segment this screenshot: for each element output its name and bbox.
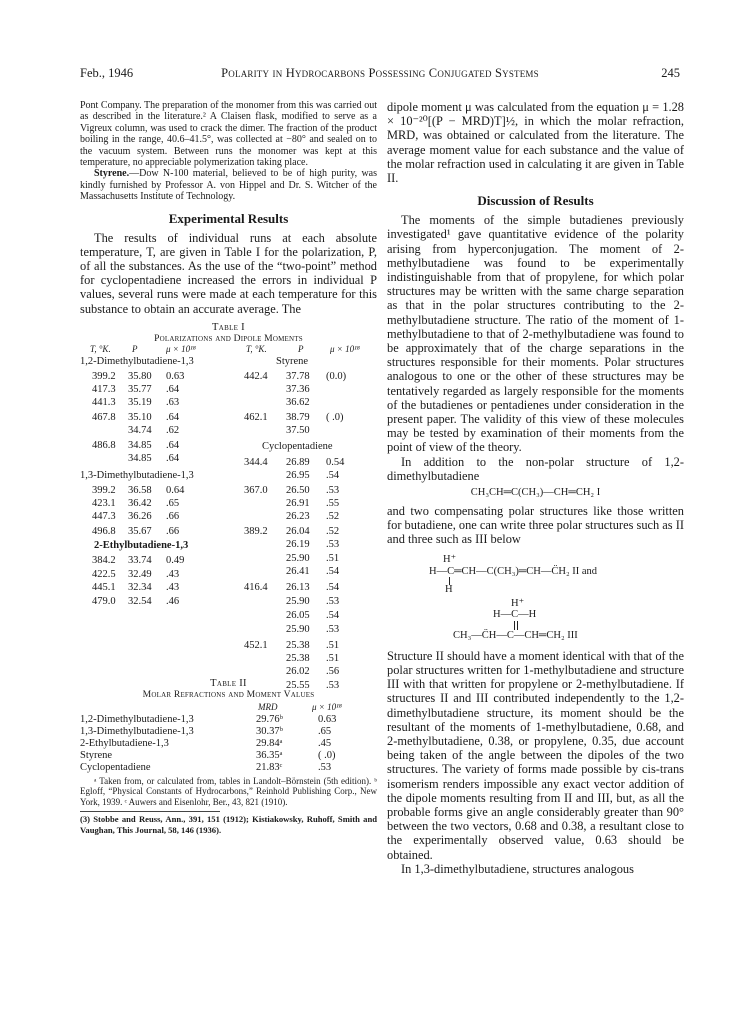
t1-right-polarization: 25.90 (286, 552, 310, 564)
discussion-paragraph-5: In 1,3-dimethylbutadiene, structures analogous (401, 861, 634, 876)
t1-right-polarization: 37.36 (286, 383, 310, 395)
t1-right-moment: .54 (326, 609, 340, 621)
table-row (80, 738, 377, 750)
table2 (80, 702, 377, 774)
t1-right-temp: 442.4 (244, 370, 268, 382)
t1-right-polarization: 26.91 (286, 497, 310, 509)
t1-header-mu: μ × 10¹⁸ (166, 343, 196, 354)
t2-moment: ( .0) (318, 749, 336, 761)
t1-right-polarization: 37.50 (286, 424, 310, 436)
t1-right-polarization: 26.95 (286, 469, 310, 481)
equation-paragraph: dipole moment μ was calculated from the equation μ = 1.28 × 10⁻²⁰[(P − MRD)T]½, in which the molar refraction, MRD, was obtained or calculated from the literature. The average moment value for each substance and the value of the molar refraction used in calculating it are given in Table II. (387, 100, 684, 186)
t1-left-temp: 447.3 (92, 510, 116, 522)
t1-right-polarization: 26.23 (286, 510, 310, 522)
table-row (80, 714, 377, 726)
t1-left-moment: .66 (166, 525, 180, 537)
page-header (80, 66, 680, 82)
t1-left-moment: .62 (166, 424, 180, 436)
structure-III-formula: CH₃—C̈H—C—CH═CH₂ III (453, 629, 578, 641)
t1-left-temp: 399.2 (92, 370, 116, 382)
t1-right-temp: 367.0 (244, 484, 268, 496)
t1-left-moment: 0.64 (166, 484, 185, 496)
table-row (80, 750, 377, 762)
t1-header-t: T, °K. (90, 343, 111, 354)
structure-III-charge: H⁺ (511, 597, 525, 609)
t1-left-polarization: 36.26 (128, 510, 152, 522)
t2-header-mu: μ × 10¹⁸ (312, 701, 342, 712)
table1-caption: Table I (212, 321, 245, 333)
t2-moment: .53 (318, 761, 332, 773)
t2-moment: 0.63 (318, 713, 337, 725)
t1-left-temp: 422.5 (92, 568, 116, 580)
t2-compound: 1,2-Dimethylbutadiene-1,3 (80, 713, 194, 725)
t1-left-moment: .63 (166, 396, 180, 408)
t2-compound: Cyclopentadiene (80, 761, 151, 773)
t1-right-polarization: 26.02 (286, 665, 310, 677)
discussion-paragraph-4: Structure II should have a moment identical with that of the polar structures written for 1-methylbutadiene and structure III with that written for propylene or 2-methylbutadiene. If structures II and III contributed independently to the 1,2-dimethylbutadiene structure, its moment should be the resultant of the moments of 1-methylbutadiene, 0.68, and 2-methylbutadiene, 0.38, or propylene, 0.35, due account being taken of the angle between the dipoles of the two structures. The variety of forms made possible by cis-trans isomerism renders impossible any exact vector addition of the dipole moments resulting from II and III, but, as all the probable forms give an angle considerably greater than 90° between the two vectors, 0.68 and 0.38, a resultant close to the experimentally observed value, 0.63 should be obtained. (387, 648, 684, 862)
intro-paragraph: Pont Company. The preparation of the monomer from this was carried out as described in the literature.² A Claisen flask, modified to serve as a Vigreux column, was used to crack the dimer. The fraction of the product boiling in the range, 40.6–41.5°, was collected at −80° and sealed on to the vacuum system. Between runs the monomer was kept at this temperature, no appreciable polymerization taking place. (80, 100, 377, 169)
t1-right-moment: .54 (326, 469, 340, 481)
t1-left-polarization: 35.19 (128, 396, 152, 408)
t1-left-temp: 417.3 (92, 383, 116, 395)
t2-compound: 2-Ethylbutadiene-1,3 (80, 737, 169, 749)
t1-left-moment: .66 (166, 510, 180, 522)
t1-left-polarization: 35.10 (128, 411, 152, 423)
t1-left-temp: 423.1 (92, 497, 116, 509)
t1-right-moment: .52 (326, 510, 340, 522)
t1-left-polarization: 35.80 (128, 370, 152, 382)
t1-right-polarization: 37.78 (286, 370, 310, 382)
t2-molar-refraction: 36.35ᵃ (256, 749, 283, 761)
t1-right-polarization: 25.38 (286, 652, 310, 664)
t1-left-polarization: 36.58 (128, 484, 152, 496)
t1-left-polarization: 32.34 (128, 581, 152, 593)
t1-left-temp: 479.0 (92, 595, 116, 607)
t1-right-polarization: 25.55 (286, 679, 310, 691)
t1-group-title: 1,2-Dimethylbutadiene-1,3 (80, 355, 194, 367)
t1-right-moment: .51 (326, 652, 340, 664)
styrene-label: Styrene. (94, 168, 130, 180)
structure-III-double-bond (517, 621, 518, 630)
t2-molar-refraction: 30.37ᵇ (256, 725, 283, 737)
t1-left-moment: .64 (166, 411, 180, 423)
t2-molar-refraction: 21.83ᶜ (256, 761, 283, 773)
t1-left-temp: 486.8 (92, 439, 116, 451)
table-row (80, 762, 377, 774)
structure-II-charge: H⁺ (443, 553, 457, 565)
t1-left-polarization: 33.74 (128, 554, 152, 566)
t1-left-temp: 399.2 (92, 484, 116, 496)
t1-right-moment: ( .0) (326, 411, 344, 423)
footnote-3: (3) Stobbe and Reuss, Ann., 391, 151 (1912); Kistiakowsky, Ruhoff, Smith and Vaughan, This Journal, 58, 146 (1936). (80, 814, 377, 835)
table2-body (80, 714, 377, 774)
discussion-paragraph-2: In addition to the non-polar structure of 1,2-dimethylbutadiene (387, 454, 684, 483)
t1-right-moment: .56 (326, 665, 340, 677)
t1-right-temp: 452.1 (244, 639, 268, 651)
t1-left-temp: 441.3 (92, 396, 116, 408)
t1-right-temp: 344.4 (244, 456, 268, 468)
table2-header-row (80, 702, 377, 714)
t1-right-temp: 462.1 (244, 411, 268, 423)
structure-III-double-bond (514, 621, 515, 630)
page-number: 245 (661, 66, 680, 80)
t2-molar-refraction: 29.84ᵃ (256, 737, 283, 749)
t1-right-moment: .53 (326, 623, 340, 635)
table2-subcaption: Molar Refractions and Moment Values (142, 688, 315, 700)
t1-group-title: Styrene (276, 355, 309, 367)
t1-right-temp: 416.4 (244, 581, 268, 593)
t1-left-moment: 0.63 (166, 370, 185, 382)
experimental-paragraph: The results of individual runs at each absolute temperature, T, are given in Table I for the polarization, P, of all the substances. As the use of the “two-point” method for cyclopentadiene increased the errors in individual P values, several runs were made at each temperature for this substance to obtain an accurate average. The (80, 230, 377, 316)
styrene-paragraph (80, 168, 377, 202)
t1-left-moment: 0.49 (166, 554, 185, 566)
t1-right-moment: .52 (326, 525, 340, 537)
t1-right-polarization: 26.19 (286, 538, 310, 550)
table1-subcaption: Polarizations and Dipole Moments (154, 332, 303, 344)
t1-right-polarization: 26.50 (286, 484, 310, 496)
t1-left-polarization: 32.49 (128, 568, 152, 580)
t2-compound: Styrene (80, 749, 113, 761)
t1-right-moment: .55 (326, 497, 340, 509)
t2-compound: 1,3-Dimethylbutadiene-1,3 (80, 725, 194, 737)
t2-molar-refraction: 29.76ᵇ (256, 713, 283, 725)
structure-II-hydrogen: H (445, 583, 453, 595)
t1-right-moment: .53 (326, 679, 340, 691)
structure-I: CH₃CH═C(CH₃)—CH═CH₂ I (470, 487, 601, 499)
discussion-paragraph-3: and two compensating polar structures like those written for butadiene, one can write three polar structures such as II and three such as III below (387, 504, 684, 547)
journal-date: Feb., 1946 (80, 66, 134, 80)
t2-moment: .65 (318, 725, 332, 737)
t1-header-p2: P (298, 343, 304, 354)
t1-right-moment: .53 (326, 538, 340, 550)
t1-left-temp: 467.8 (92, 411, 116, 423)
running-title: Polarity in Hydrocarbons Possessing Conjugated Systems (221, 66, 539, 80)
t1-right-polarization: 26.41 (286, 565, 310, 577)
structure-II-formula: H—C═CH—C(CH₃)═CH—C̈H₂ II and (429, 565, 598, 577)
t1-right-moment: .54 (326, 565, 340, 577)
t1-left-temp: 496.8 (92, 525, 116, 537)
table2-caption: Table II (210, 677, 247, 689)
t1-right-polarization: 25.90 (286, 595, 310, 607)
t2-header-mrd: MRD (258, 701, 278, 712)
t1-right-moment: .53 (326, 595, 340, 607)
t1-left-moment: .64 (166, 452, 180, 464)
structure-III-methylene: H—C—H (493, 608, 537, 620)
table-row (80, 726, 377, 738)
t1-right-polarization: 38.79 (286, 411, 310, 423)
styrene-text: —Dow N-100 material, believed to be of high purity, was kindly furnished by Professor A. von Hippel and Dr. S. Witcher of the Massachusetts Institute of Technology. (80, 168, 377, 203)
t1-right-temp: 389.2 (244, 525, 268, 537)
right-column (387, 100, 684, 876)
t1-left-polarization: 34.85 (128, 452, 152, 464)
t1-group-title: 1,3-Dimethylbutadiene-1,3 (80, 469, 194, 481)
t1-right-polarization: 26.04 (286, 525, 310, 537)
discussion-paragraph-1: The moments of the simple butadienes previously investigated¹ gave quantitative evidence of the polarity arising from hyperconjugation. The moment of 2-methylbutadiene was found to be experimentally indistinguishable from that of propylene, for which polar structures may be written with the same charge separation as that in the polar structures contributing to the 2-methylbutadiene structure. The ratio of the moment of 1-methylbutadiene to that of 2-methylbutadiene was found to be approximately that of the charge separations in the structures responsible for their moments. Polar structures analogous to one or the other of these structures may be tentatively regarded as largely responsible for the moments of the butadienes or pentadienes under consideration in the present paper. The validity of this view of these molecules may be tested by examination of their moments from the point of view of the theory. (387, 213, 684, 455)
t1-left-polarization: 34.85 (128, 439, 152, 451)
structure-II (387, 553, 684, 597)
t1-left-polarization: 35.67 (128, 525, 152, 537)
t1-group-title: 2-Ethylbutadiene-1,3 (94, 539, 189, 551)
t1-right-polarization: 26.89 (286, 456, 310, 468)
t1-group-title: Cyclopentadiene (262, 440, 333, 452)
t2-moment: .45 (318, 737, 332, 749)
table2-notes: ᵃ Taken from, or calculated from, tables in Landolt–Börnstein (5th edition). ᵇ Egloff, “Physical Constants of Hydrocarbons,” Reinhold Publishing Corp., New York, 1939. ᶜ Auwers and Eisenlohr, Ber., 43, 821 (1910). (80, 775, 377, 807)
t1-right-polarization: 26.13 (286, 581, 310, 593)
t1-right-moment: .53 (326, 484, 340, 496)
t1-left-moment: .64 (166, 439, 180, 451)
t1-right-polarization: 25.38 (286, 639, 310, 651)
t1-left-polarization: 34.74 (128, 424, 152, 436)
t1-header-p: P (132, 343, 138, 354)
left-column (80, 100, 377, 835)
t1-left-temp: 384.2 (92, 554, 116, 566)
t1-right-moment: 0.54 (326, 456, 345, 468)
t1-left-moment: .43 (166, 581, 180, 593)
t1-left-polarization: 36.42 (128, 497, 152, 509)
discussion-heading: Discussion of Results (477, 193, 594, 209)
t1-right-polarization: 26.05 (286, 609, 310, 621)
t1-left-polarization: 35.77 (128, 383, 152, 395)
t1-right-moment: .51 (326, 639, 340, 651)
t1-left-temp: 445.1 (92, 581, 116, 593)
t1-left-moment: .46 (166, 595, 180, 607)
t1-left-moment: .43 (166, 568, 180, 580)
t1-header-t2: T, °K. (246, 343, 267, 354)
experimental-heading: Experimental Results (168, 210, 289, 226)
t1-right-moment: .51 (326, 552, 340, 564)
t1-left-polarization: 32.54 (128, 595, 152, 607)
t1-left-moment: .65 (166, 497, 180, 509)
t1-header-mu2: μ × 10¹⁸ (330, 343, 360, 354)
footnote-rule (80, 811, 220, 812)
t1-right-moment: .54 (326, 581, 340, 593)
structure-III (387, 597, 684, 645)
t1-right-polarization: 36.62 (286, 396, 310, 408)
t1-right-moment: (0.0) (326, 370, 347, 382)
t1-left-moment: .64 (166, 383, 180, 395)
t1-right-polarization: 25.90 (286, 623, 310, 635)
